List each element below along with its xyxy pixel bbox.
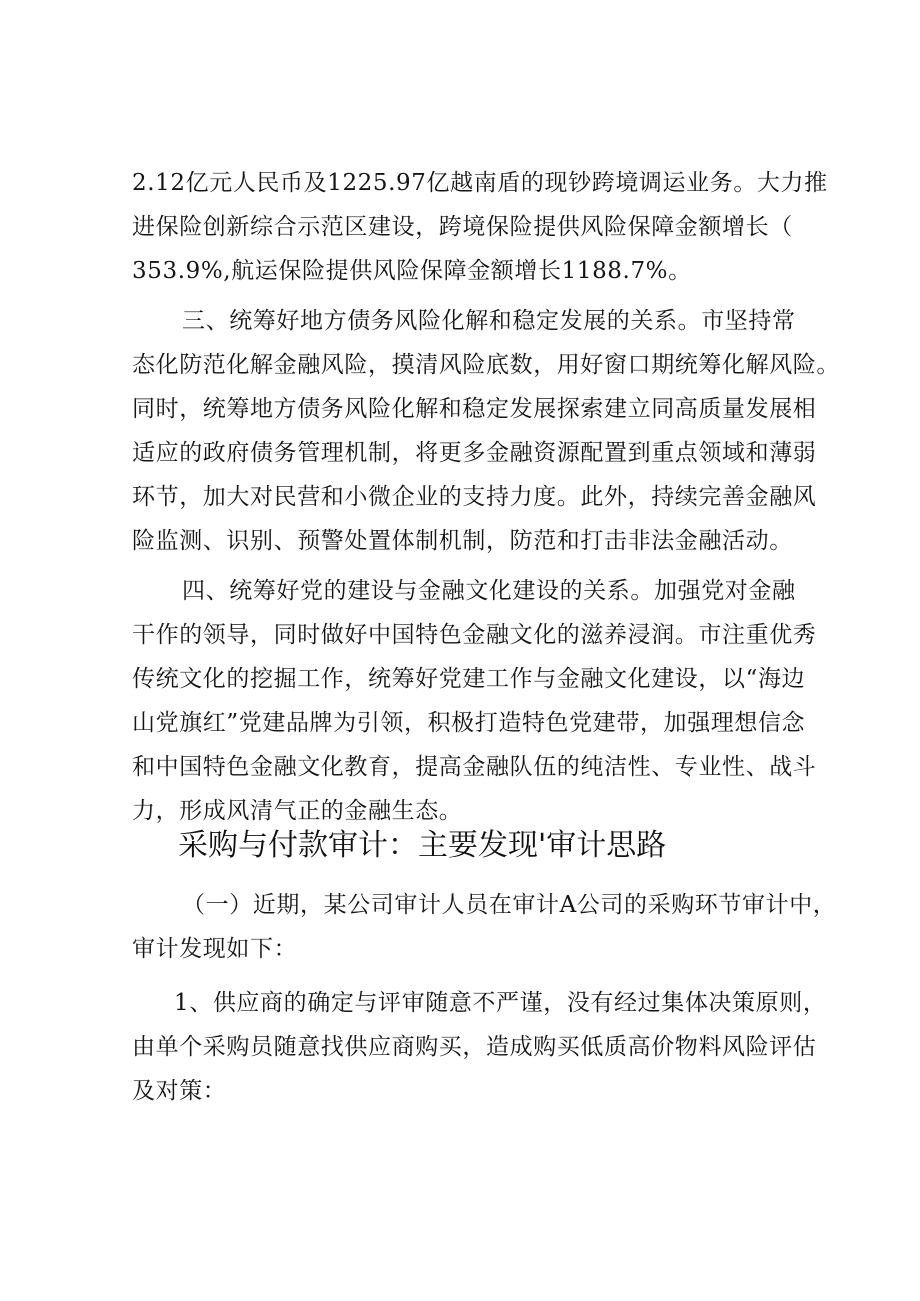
paragraph-2-line-6: 险监测、识别、预警处置体制机制，防范和打击非法金融活动。: [132, 528, 793, 554]
paragraph-2-line-2: 态化防范化解金融风险，摸清风险底数，用好窗口期统筹化解风险。: [132, 352, 840, 378]
paragraph-3-line-1: 四、统筹好党的建设与金融文化建设的关系。加强党对金融: [182, 578, 796, 604]
paragraph-1-line-1: 2.12亿元人民币及1225.97亿越南盾的现钞跨境调运业务。大力推: [132, 170, 828, 196]
paragraph-2-line-5: 环节，加大对民营和小微企业的支持力度。此外，持续完善金融风: [132, 484, 817, 510]
paragraph-3-line-6: 力，形成风清气正的金融生态。: [132, 798, 463, 824]
paragraph-2-line-4: 适应的政府债务管理机制，将更多金融资源配置到重点领域和薄弱: [132, 440, 817, 466]
paragraph-4-line-1: （一）近期，某公司审计人员在审计A公司的采购环节审计中，: [182, 892, 837, 918]
paragraph-5-line-3: 及对策：: [132, 1078, 227, 1104]
paragraph-2-line-3: 同时，统筹地方债务风险化解和稳定发展探索建立同高质量发展相: [132, 396, 817, 422]
paragraph-3-line-2: 干作的领导，同时做好中国特色金融文化的滋养浸润。市注重优秀: [132, 622, 817, 648]
paragraph-3-line-5: 和中国特色金融文化教育，提高金融队伍的纯洁性、专业性、战斗: [132, 754, 817, 780]
paragraph-2-line-1: 三、统筹好地方债务风险化解和稳定发展的关系。市坚持常: [182, 308, 796, 334]
paragraph-4-line-2: 审计发现如下：: [132, 936, 298, 962]
paragraph-5-line-2: 由单个采购员随意找供应商购买，造成购买低质高价物料风险评估: [132, 1034, 817, 1060]
paragraph-5-line-1: 1、供应商的确定与评审随意不严谨，没有经过集体决策原则，: [174, 990, 827, 1016]
paragraph-3-line-3: 传统文化的挖掘工作，统筹好党建工作与金融文化建设，以“海边: [132, 666, 806, 692]
section-heading: 采购与付款审计：主要发现'审计思路: [178, 828, 667, 863]
paragraph-1-line-2: 进保险创新综合示范区建设，跨境保险提供风险保障金额增长（: [132, 214, 793, 240]
paragraph-1-line-3: 353.9%,航运保险提供风险保障金额增长1188.7%。: [132, 258, 692, 284]
paragraph-3-line-4: 山党旗红”党建品牌为引领，积极打造特色党建带，加强理想信念: [132, 710, 806, 736]
